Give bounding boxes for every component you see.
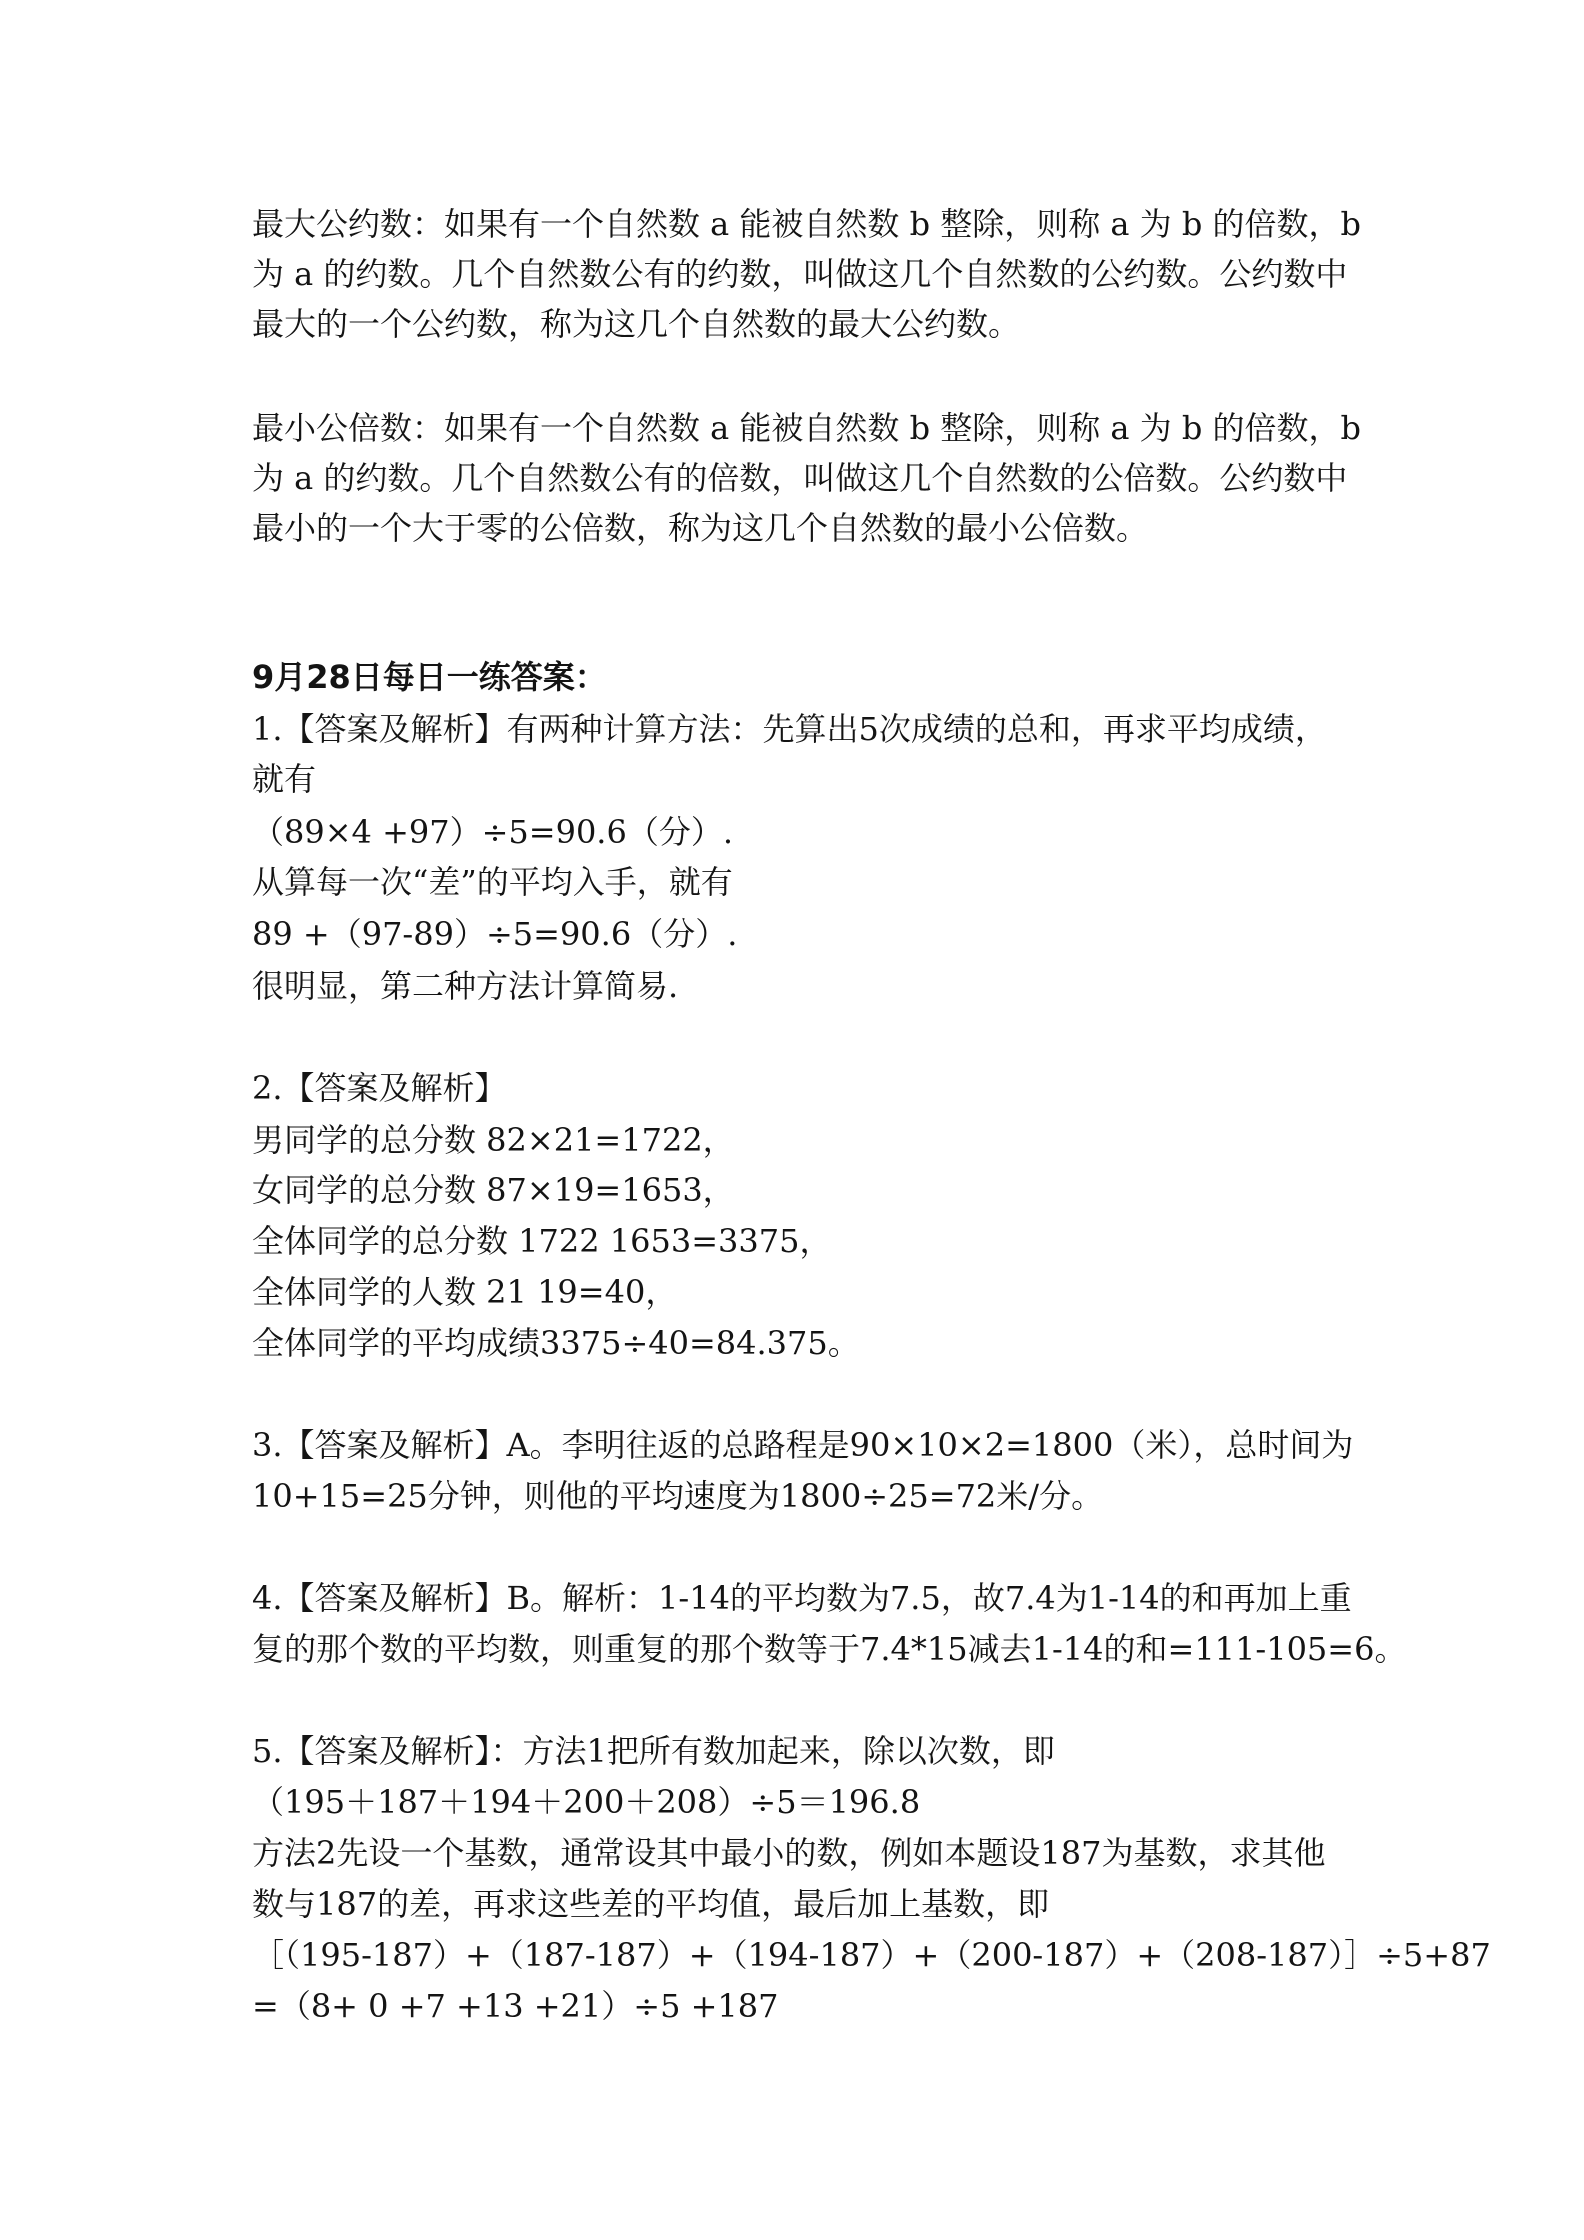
answer1-line-3: （89×4 +97）÷5=90.6（分）. bbox=[252, 813, 734, 851]
gcd-line-3: 最大的一个公约数，称为这几个自然数的最大公约数。 bbox=[252, 305, 1021, 343]
answer2-line-2: 男同学的总分数 82×21=1722， bbox=[252, 1121, 735, 1159]
answer4-line-2: 复的那个数的平均数，则重复的那个数等于7.4*15减去1-14的和=111-105=6。 bbox=[252, 1630, 1407, 1668]
answer2-line-6: 全体同学的平均成绩3375÷40=84.375。 bbox=[252, 1324, 860, 1362]
answer1-line-6: 很明显，第二种方法计算简易. bbox=[252, 967, 679, 1005]
answer5-line-2: （195＋187＋194＋200＋208）÷5＝196.8 bbox=[252, 1783, 921, 1821]
lcm-line-2: 为 a 的约数。几个自然数公有的倍数，叫做这几个自然数的公倍数。公约数中 bbox=[252, 459, 1348, 497]
answer4-line-1: 4.【答案及解析】B。解析：1-14的平均数为7.5，故7.4为1-14的和再加上重 bbox=[252, 1579, 1352, 1617]
answer1-line-1: 1.【答案及解析】有两种计算方法：先算出5次成绩的总和，再求平均成绩， bbox=[252, 710, 1327, 748]
lcm-line-1: 最小公倍数：如果有一个自然数 a 能被自然数 b 整除，则称 a 为 b 的倍数，b bbox=[252, 409, 1361, 447]
answer2-line-1: 2.【答案及解析】 bbox=[252, 1069, 507, 1107]
answers-heading: 9月28日每日一练答案： bbox=[252, 658, 607, 696]
answer5-line-6: =（8+ 0 +7 +13 +21）÷5 +187 bbox=[252, 1987, 779, 2025]
gcd-line-1: 最大公约数：如果有一个自然数 a 能被自然数 b 整除，则称 a 为 b 的倍数，b bbox=[252, 205, 1361, 243]
answer5-line-1: 5.【答案及解析】：方法1把所有数加起来，除以次数，即 bbox=[252, 1732, 1055, 1770]
answer1-line-5: 89 +（97-89）÷5=90.6（分）. bbox=[252, 915, 738, 953]
answer1-line-4: 从算每一次“差”的平均入手，就有 bbox=[252, 863, 733, 901]
answer5-line-3: 方法2先设一个基数，通常设其中最小的数，例如本题设187为基数，求其他 bbox=[252, 1834, 1326, 1872]
answer3-line-2: 10+15=25分钟，则他的平均速度为1800÷25=72米/分。 bbox=[252, 1477, 1104, 1515]
answer5-line-4: 数与187的差，再求这些差的平均值，最后加上基数，即 bbox=[252, 1885, 1050, 1923]
gcd-line-2: 为 a 的约数。几个自然数公有的约数，叫做这几个自然数的公约数。公约数中 bbox=[252, 255, 1348, 293]
answer2-line-3: 女同学的总分数 87×19=1653， bbox=[252, 1171, 735, 1209]
lcm-line-3: 最小的一个大于零的公倍数，称为这几个自然数的最小公倍数。 bbox=[252, 509, 1149, 547]
answer1-line-2: 就有 bbox=[252, 760, 317, 798]
answer5-line-5: ［（195-187）+（187-187）+（194-187）+（200-187）+（208-187）］÷5+87 bbox=[252, 1936, 1491, 1974]
answer2-line-5: 全体同学的人数 21 19=40， bbox=[252, 1273, 678, 1311]
answer2-line-4: 全体同学的总分数 1722 1653=3375， bbox=[252, 1222, 832, 1260]
answer3-line-1: 3.【答案及解析】A。李明往返的总路程是90×10×2=1800（米），总时间为 bbox=[252, 1426, 1354, 1464]
